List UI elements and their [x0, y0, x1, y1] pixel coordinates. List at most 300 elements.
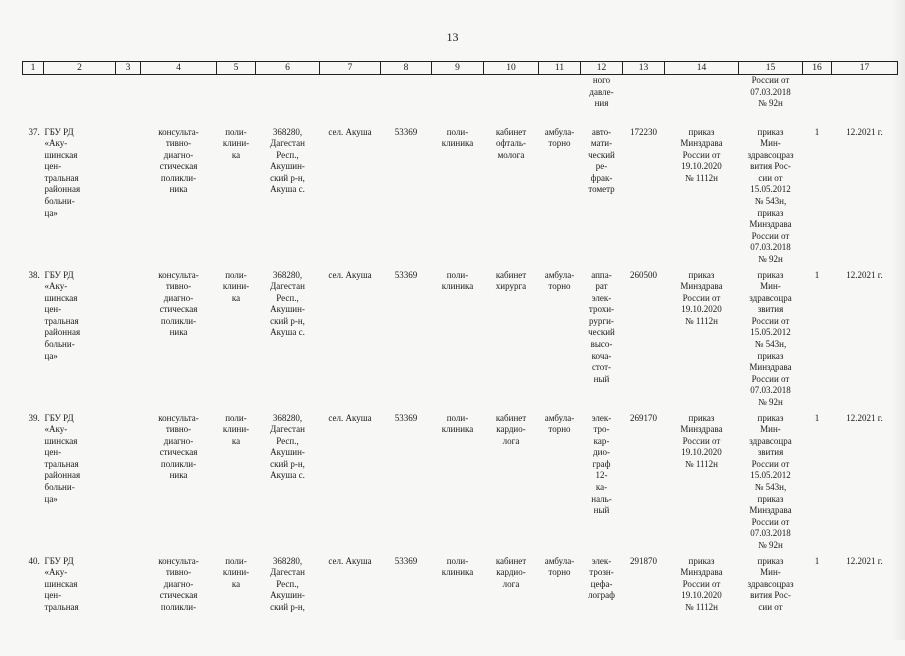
- cell-org: [44, 127, 116, 270]
- cell-locality-line: сел. Акуша: [328, 269, 372, 280]
- carryover-col-2: [44, 75, 116, 127]
- cell-mode: [539, 127, 581, 270]
- cell-type-line: ника: [169, 327, 188, 338]
- cell-order_2020: [665, 270, 739, 413]
- cell-equipment-line: граф: [592, 458, 611, 469]
- cell-equipment: [581, 127, 623, 270]
- cell-order_2012-line: № 543н,: [754, 482, 787, 493]
- cell-type-line: поликли-: [160, 601, 197, 612]
- carryover-col-9: [432, 75, 484, 127]
- cell-date: [832, 413, 898, 556]
- cell-address-line: Дагестан: [270, 424, 305, 435]
- cell-order_2012-line: Минздрава: [749, 219, 792, 230]
- cell-date: [832, 127, 898, 270]
- cell-price: [623, 413, 665, 556]
- cell-address-line: Акуша с.: [270, 470, 305, 481]
- cell-address-line: Акушин-: [270, 304, 305, 315]
- cell-order_2012-line: приказ: [757, 269, 784, 280]
- cell-order_2012-line: России от: [751, 458, 790, 469]
- cell-order_2020-line: 19.10.2020: [681, 304, 722, 315]
- cell-order_2012-line: приказ: [757, 350, 784, 361]
- cell-num-line: 38.: [28, 269, 40, 280]
- cell-price-line: 269170: [630, 412, 657, 423]
- cell-unit-line: поли-: [225, 126, 247, 137]
- carryover-col-12: [581, 75, 623, 127]
- cell-equipment-line: ный: [593, 373, 610, 384]
- cell-org-line: тральная: [44, 458, 79, 469]
- cell-mode-line: торно: [548, 138, 571, 149]
- cell-order_2012-line: сии от: [758, 172, 783, 183]
- cell-address-line: ский р-н,: [270, 601, 305, 612]
- cell-address-line: Акушин-: [270, 590, 305, 601]
- cell-mode-line: амбула-: [544, 126, 575, 137]
- cell-price: [623, 127, 665, 270]
- cell-type-line: консульта-: [158, 126, 199, 137]
- cell-org-line: цен-: [44, 447, 62, 458]
- cell-unit-line: клини-: [222, 424, 250, 435]
- cell-order_2020-line: 19.10.2020: [681, 161, 722, 172]
- carryover-col-12-line: ния: [594, 98, 609, 109]
- cell-type-line: стическая: [159, 447, 198, 458]
- column-number-2: 2: [44, 62, 116, 75]
- cell-qty: [803, 413, 832, 556]
- carryover-col-15-line: России от: [751, 75, 790, 85]
- cell-qty: [803, 127, 832, 270]
- column-number-11: 11: [539, 62, 581, 75]
- register-table-sheet: [22, 61, 897, 656]
- cell-price-line: 172230: [630, 126, 657, 137]
- cell-dept-line: поли-: [446, 412, 469, 423]
- cell-type-line: ника: [169, 470, 188, 481]
- cell-order_2012-line: здравсоцраз: [747, 578, 794, 589]
- cell-order_2012: [739, 270, 803, 413]
- cell-dept: [432, 270, 484, 413]
- cell-order_2012-line: приказ: [757, 412, 784, 423]
- cell-address-line: 368280,: [272, 412, 303, 423]
- cell-type-line: тивно-: [165, 281, 192, 292]
- cell-type-line: тивно-: [165, 138, 192, 149]
- cell-equipment-line: рат: [595, 281, 608, 292]
- cell-equipment-line: дио-: [593, 447, 610, 458]
- cell-order_2012-line: России от: [751, 373, 790, 384]
- cell-room-line: кабинет: [495, 126, 527, 137]
- cell-order_2012-line: России от: [751, 315, 790, 326]
- cell-code-line: 53369: [394, 269, 418, 280]
- cell-room-line: лога: [502, 578, 520, 589]
- column-number-4: 4: [141, 62, 217, 75]
- cell-num: [23, 413, 44, 556]
- cell-unit-line: ка: [231, 149, 241, 160]
- cell-mode: [539, 556, 581, 656]
- cell-order_2012-line: № 543н,: [754, 196, 787, 207]
- cell-room-line: молога: [497, 149, 525, 160]
- cell-address-line: 368280,: [272, 555, 303, 566]
- carryover-col-15: [739, 75, 803, 127]
- cell-unit-line: ка: [231, 578, 241, 589]
- column-number-13: 13: [623, 62, 665, 75]
- cell-order_2012-line: звития: [757, 304, 784, 315]
- carryover-col-1: [23, 75, 44, 127]
- cell-unit-line: ка: [231, 292, 241, 303]
- cell-order_2020: [665, 127, 739, 270]
- cell-unit-line: поли-: [225, 269, 247, 280]
- cell-address-line: Дагестан: [270, 281, 305, 292]
- cell-mode-line: торно: [548, 281, 571, 292]
- cell-order_2012-line: Мин-: [760, 567, 781, 578]
- cell-order_2012-line: 07.03.2018: [750, 528, 791, 539]
- carryover-row: [23, 75, 898, 127]
- cell-qty-line: 1: [814, 555, 820, 566]
- cell-org-line: тральная: [44, 601, 79, 612]
- cell-org-line: ца»: [44, 207, 58, 218]
- cell-date: [832, 270, 898, 413]
- cell-order_2020-line: Минздрава: [680, 281, 723, 292]
- cell-org: [44, 556, 116, 656]
- cell-mode: [539, 413, 581, 556]
- column-number-7: 7: [320, 62, 381, 75]
- cell-room: [484, 270, 539, 413]
- cell-equipment: [581, 556, 623, 656]
- cell-address-line: Дагестан: [270, 138, 305, 149]
- cell-equipment-line: элек-: [591, 292, 612, 303]
- cell-order_2020-line: Минздрава: [680, 567, 723, 578]
- cell-unit: [217, 413, 256, 556]
- cell-org-line: шинская: [44, 578, 78, 589]
- cell-locality: [320, 556, 381, 656]
- cell-org-line: шинская: [44, 149, 78, 160]
- cell-address-line: ский р-н,: [270, 458, 305, 469]
- cell-unit-line: ка: [231, 435, 241, 446]
- cell-room-line: лога: [502, 435, 520, 446]
- cell-equipment: [581, 413, 623, 556]
- cell-org-line: тральная: [44, 172, 79, 183]
- column-number-8: 8: [381, 62, 432, 75]
- cell-equipment-line: ный: [593, 505, 610, 516]
- cell-org-line: районная: [44, 470, 81, 481]
- cell-type-line: консульта-: [158, 269, 199, 280]
- cell-address: [256, 270, 320, 413]
- cell-equipment-line: коча-: [591, 350, 612, 361]
- cell-address-line: Дагестан: [270, 567, 305, 578]
- cell-mode-line: амбула-: [544, 555, 575, 566]
- cell-qty-line: 1: [814, 269, 820, 280]
- cell-address: [256, 127, 320, 270]
- cell-org-line: ца»: [44, 350, 58, 361]
- table-row: [23, 413, 898, 556]
- cell-dept: [432, 127, 484, 270]
- cell-address-line: Респ.,: [276, 435, 299, 446]
- cell-org: [44, 270, 116, 413]
- cell-type-line: тивно-: [165, 567, 192, 578]
- cell-unit-line: поли-: [225, 412, 247, 423]
- cell-equipment-line: лограф: [587, 590, 615, 601]
- cell-equipment-line: наль-: [591, 493, 612, 504]
- cell-order_2012-line: Минздрава: [749, 505, 792, 516]
- cell-dept: [432, 413, 484, 556]
- cell-address-line: Респ.,: [276, 292, 299, 303]
- carryover-col-5: [217, 75, 256, 127]
- column-number-16: 16: [803, 62, 832, 75]
- column-number-17: 17: [832, 62, 898, 75]
- cell-order_2020-line: 19.10.2020: [681, 590, 722, 601]
- cell-room-line: кабинет: [495, 269, 527, 280]
- cell-type: [141, 127, 217, 270]
- cell-order_2012: [739, 127, 803, 270]
- cell-equipment-line: трохи-: [588, 304, 615, 315]
- cell-empty: [116, 556, 141, 656]
- cell-equipment-line: высо-: [590, 339, 613, 350]
- cell-order_2012-line: Мин-: [760, 138, 781, 149]
- cell-type-line: тивно-: [165, 424, 192, 435]
- column-number-3: 3: [116, 62, 141, 75]
- cell-address-line: 368280,: [272, 126, 303, 137]
- cell-qty: [803, 270, 832, 413]
- cell-type: [141, 270, 217, 413]
- cell-equipment-line: элек-: [591, 555, 612, 566]
- cell-equipment-line: тро-: [593, 424, 610, 435]
- cell-order_2012-line: № 92н: [758, 254, 783, 265]
- cell-equipment-line: мати-: [590, 138, 613, 149]
- cell-code-line: 53369: [394, 126, 418, 137]
- cell-code-line: 53369: [394, 412, 418, 423]
- cell-price: [623, 556, 665, 656]
- cell-type-line: стическая: [159, 590, 198, 601]
- cell-type-line: диагно-: [163, 435, 194, 446]
- cell-order_2012-line: России от: [751, 516, 790, 527]
- cell-order_2012: [739, 413, 803, 556]
- cell-room: [484, 413, 539, 556]
- cell-type-line: консульта-: [158, 412, 199, 423]
- cell-address-line: 368280,: [272, 269, 303, 280]
- cell-type-line: диагно-: [163, 149, 194, 160]
- cell-type-line: стическая: [159, 304, 198, 315]
- cell-dept-line: поли-: [446, 269, 469, 280]
- cell-dept-line: поли-: [446, 126, 469, 137]
- cell-order_2020-line: приказ: [688, 269, 715, 280]
- cell-org: [44, 413, 116, 556]
- cell-org-line: «Аку-: [44, 567, 68, 578]
- table-row: [23, 556, 898, 656]
- cell-equipment-line: фрак-: [590, 172, 613, 183]
- cell-date-line: 12.2021 г.: [846, 555, 883, 566]
- cell-order_2012-line: вития Рос-: [750, 590, 791, 601]
- cell-num-line: 40.: [28, 555, 40, 566]
- cell-dept-line: клиника: [441, 424, 474, 435]
- cell-equipment: [581, 270, 623, 413]
- cell-org-line: ГБУ РД: [44, 555, 74, 566]
- cell-org-line: больни-: [44, 339, 75, 350]
- cell-org-line: тральная: [44, 315, 79, 326]
- cell-order_2012-line: № 92н: [758, 397, 783, 408]
- cell-org-line: районная: [44, 184, 81, 195]
- cell-code: [381, 127, 432, 270]
- cell-dept-line: поли-: [446, 555, 469, 566]
- cell-equipment-line: тометр: [588, 184, 615, 195]
- cell-room-line: кардио-: [496, 567, 526, 578]
- cell-order_2020-line: приказ: [688, 412, 715, 423]
- cell-unit-line: клини-: [222, 281, 250, 292]
- cell-date-line: 12.2021 г.: [846, 412, 883, 423]
- carryover-col-17: [832, 75, 898, 127]
- cell-order_2012-line: России от: [751, 230, 790, 241]
- carryover-col-7: [320, 75, 381, 127]
- cell-org-line: «Аку-: [44, 138, 68, 149]
- cell-order_2020-line: Минздрава: [680, 138, 723, 149]
- cell-order_2012-line: приказ: [757, 493, 784, 504]
- cell-code: [381, 413, 432, 556]
- cell-unit: [217, 270, 256, 413]
- cell-org-line: ГБУ РД: [44, 126, 74, 137]
- cell-equipment-line: цефа-: [590, 578, 613, 589]
- cell-order_2012-line: Минздрава: [749, 362, 792, 373]
- cell-unit: [217, 556, 256, 656]
- cell-order_2012-line: 15.05.2012: [750, 327, 791, 338]
- cell-order_2012-line: 15.05.2012: [750, 184, 791, 195]
- cell-equipment-line: ческий: [588, 327, 615, 338]
- cell-locality: [320, 127, 381, 270]
- cell-empty: [116, 270, 141, 413]
- carryover-col-6: [256, 75, 320, 127]
- column-number-14: 14: [665, 62, 739, 75]
- cell-org-line: районная: [44, 327, 81, 338]
- carryover-col-11: [539, 75, 581, 127]
- equipment-register-table: [22, 61, 898, 656]
- cell-address: [256, 413, 320, 556]
- cell-code-line: 53369: [394, 555, 418, 566]
- cell-locality-line: сел. Акуша: [328, 555, 372, 566]
- carryover-col-3: [116, 75, 141, 127]
- cell-qty: [803, 556, 832, 656]
- cell-locality: [320, 270, 381, 413]
- cell-type-line: ника: [169, 184, 188, 195]
- cell-order_2020-line: № 1112н: [685, 458, 718, 469]
- cell-type: [141, 556, 217, 656]
- cell-order_2020: [665, 556, 739, 656]
- cell-order_2012-line: сии от: [758, 601, 783, 612]
- carryover-col-14: [665, 75, 739, 127]
- cell-unit: [217, 127, 256, 270]
- cell-order_2012-line: вития Рос-: [750, 161, 791, 172]
- carryover-col-8: [381, 75, 432, 127]
- cell-order_2012: [739, 556, 803, 656]
- scan-edge-shadow: [891, 0, 905, 640]
- cell-room: [484, 556, 539, 656]
- cell-unit-line: поли-: [225, 555, 247, 566]
- cell-address-line: Акуша с.: [270, 184, 305, 195]
- cell-address-line: Акушин-: [270, 447, 305, 458]
- column-number-6: 6: [256, 62, 320, 75]
- cell-price: [623, 270, 665, 413]
- cell-equipment-line: ка-: [595, 482, 608, 493]
- cell-order_2020-line: приказ: [688, 555, 715, 566]
- cell-address-line: Респ.,: [276, 578, 299, 589]
- cell-order_2020-line: России от: [682, 578, 721, 589]
- cell-code: [381, 270, 432, 413]
- cell-qty-line: 1: [814, 126, 820, 137]
- cell-order_2012-line: № 543н,: [754, 339, 787, 350]
- cell-num-line: 37.: [28, 126, 40, 137]
- cell-org-line: цен-: [44, 161, 62, 172]
- cell-org-line: цен-: [44, 304, 62, 315]
- cell-org-line: шинская: [44, 435, 78, 446]
- cell-address-line: Акушин-: [270, 161, 305, 172]
- cell-unit-line: клини-: [222, 567, 250, 578]
- carryover-col-10: [484, 75, 539, 127]
- cell-order_2020: [665, 413, 739, 556]
- cell-equipment-line: аппа-: [591, 269, 612, 280]
- cell-order_2012-line: здравсоцра: [749, 292, 792, 303]
- cell-order_2020-line: приказ: [688, 126, 715, 137]
- cell-order_2012-line: Мин-: [760, 424, 781, 435]
- cell-num: [23, 556, 44, 656]
- table-row: [23, 127, 898, 270]
- cell-mode-line: амбула-: [544, 412, 575, 423]
- page-number: 13: [446, 30, 459, 44]
- column-number-9: 9: [432, 62, 484, 75]
- carryover-col-12-line: ного: [592, 75, 611, 85]
- cell-equipment-line: ре-: [595, 161, 608, 172]
- cell-org-line: «Аку-: [44, 281, 68, 292]
- cell-org-line: ца»: [44, 493, 58, 504]
- cell-type-line: консульта-: [158, 555, 199, 566]
- column-number-12: 12: [581, 62, 623, 75]
- carryover-col-15-line: № 92н: [758, 98, 783, 109]
- column-number-1: 1: [23, 62, 44, 75]
- cell-org-line: больни-: [44, 196, 75, 207]
- cell-equipment-line: 12-: [595, 470, 608, 481]
- cell-address-line: ский р-н,: [270, 315, 305, 326]
- cell-date-line: 12.2021 г.: [846, 126, 883, 137]
- cell-locality-line: сел. Акуша: [328, 126, 372, 137]
- cell-price-line: 260500: [630, 269, 657, 280]
- cell-order_2020-line: № 1112н: [685, 172, 718, 183]
- cell-equipment-line: ческий: [588, 149, 615, 160]
- cell-order_2020-line: Минздрава: [680, 424, 723, 435]
- cell-num-line: 39.: [28, 412, 40, 423]
- cell-num: [23, 270, 44, 413]
- cell-order_2012-line: 07.03.2018: [750, 242, 791, 253]
- cell-room-line: кабинет: [495, 412, 527, 423]
- cell-equipment-line: трозн-: [589, 567, 614, 578]
- cell-empty: [116, 127, 141, 270]
- cell-room-line: кардио-: [496, 424, 526, 435]
- cell-mode-line: торно: [548, 424, 571, 435]
- cell-dept-line: клиника: [441, 281, 474, 292]
- cell-order_2012-line: 07.03.2018: [750, 385, 791, 396]
- cell-order_2012-line: здравсоцраз: [747, 149, 794, 160]
- cell-type: [141, 413, 217, 556]
- cell-address-line: Респ.,: [276, 149, 299, 160]
- cell-equipment-line: кар-: [593, 435, 610, 446]
- cell-type-line: стическая: [159, 161, 198, 172]
- cell-order_2012-line: 15.05.2012: [750, 470, 791, 481]
- carryover-col-12-line: давле-: [589, 86, 614, 97]
- cell-date-line: 12.2021 г.: [846, 269, 883, 280]
- cell-dept-line: клиника: [441, 138, 474, 149]
- cell-type-line: поликли-: [160, 172, 197, 183]
- carryover-col-16: [803, 75, 832, 127]
- cell-type-line: поликли-: [160, 458, 197, 469]
- cell-org-line: ГБУ РД: [44, 269, 74, 280]
- cell-order_2020-line: России от: [682, 292, 721, 303]
- cell-mode-line: торно: [548, 567, 571, 578]
- column-number-header: [23, 62, 898, 75]
- cell-order_2012-line: приказ: [757, 126, 784, 137]
- cell-order_2012-line: здравсоцра: [749, 435, 792, 446]
- cell-org-line: шинская: [44, 292, 78, 303]
- cell-order_2012-line: приказ: [757, 207, 784, 218]
- cell-equipment-line: стот-: [591, 362, 612, 373]
